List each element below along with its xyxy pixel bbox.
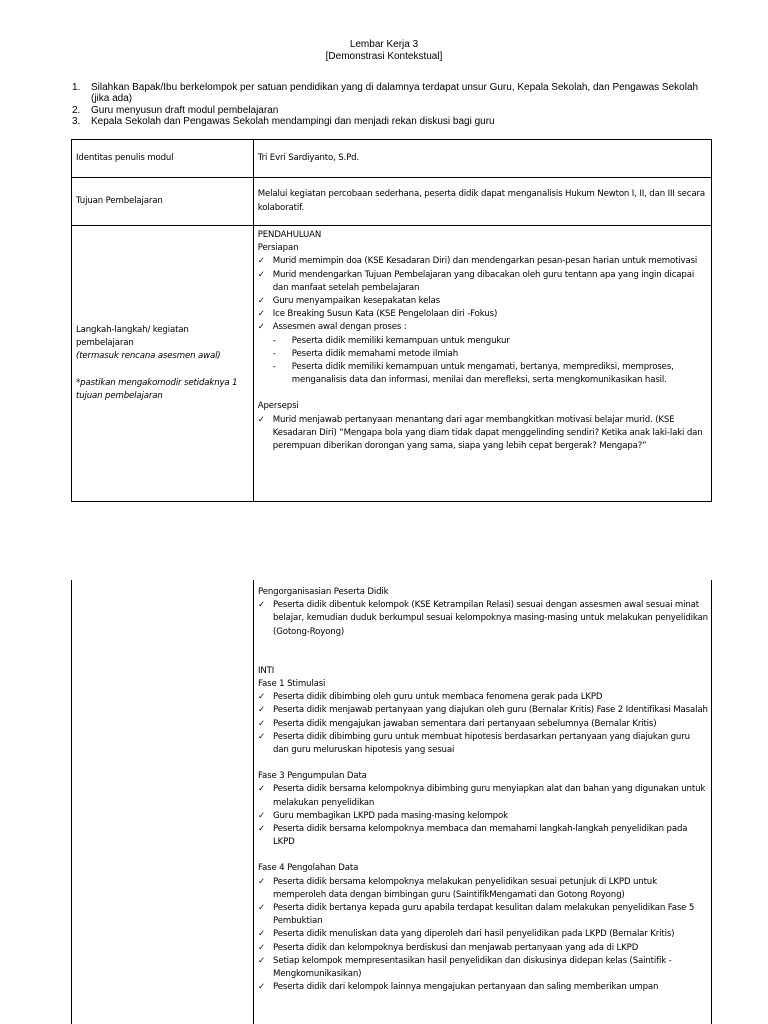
checkmark-icon: ✓ bbox=[258, 784, 266, 795]
table-row-identity bbox=[72, 140, 712, 178]
checkmark-icon: ✓ bbox=[258, 600, 266, 611]
instruction-text: Silahkan Bapak/Ibu berkelompok per satuan pendidikan yang di dalamnya terdapat unsur Guru, Kepala Sekolah, dan Pengawas Sekolah (jika ada) bbox=[91, 82, 699, 105]
checkmark-icon: ✓ bbox=[257, 256, 265, 267]
list-item: ✓ Peserta didik menuliskan data yang diperoleh dari hasil penyelidikan pada LKPD (Bernalar Kritis) bbox=[258, 928, 708, 941]
list-item: ✓ Peserta didik dan kelompoknya berdiskusi dan menjawab pertanyaan yang ada di LKPD bbox=[258, 942, 708, 955]
dash-item: - Peserta didik memiliki kemampuan untuk mengamati, bertanya, memprediksi, memproses, menganalisis data dan informasi, menilai dan merefleksi, serta mengkomunikasikan hasil. bbox=[272, 362, 674, 386]
checkmark-icon: ✓ bbox=[257, 309, 265, 320]
list-item: ✓ Ice Breaking Susun Kata (KSE Pengelolaan diri -Fokus) bbox=[258, 308, 707, 321]
subheading-fase-3: Fase 3 Pengumpulan Data bbox=[258, 771, 367, 782]
subheading-organization: Pengorganisasian Peserta Didik bbox=[258, 587, 389, 597]
list-item: ✓ Guru menyampaikan kesepakatan kelas bbox=[258, 295, 707, 308]
dash-item: - Peserta didik memahami metode ilmiah bbox=[258, 348, 707, 361]
steps-label bbox=[72, 321, 253, 406]
dash-bullet-icon: - bbox=[272, 362, 276, 373]
list-item: ✓ Peserta didik bersama kelompoknya melakukan penyelidikan sesuai petunjuk di LKPD untuk memperoleh data dengan bimbingan guru (SaintifikMengamati dan Gotong Royong) bbox=[258, 876, 657, 900]
checkmark-icon: ✓ bbox=[258, 731, 266, 742]
identity-label: Identitas penulis modul bbox=[76, 152, 174, 163]
instruction-list bbox=[72, 82, 712, 127]
list-item: ✓ Peserta didik dari kelompok lainnya mengajukan pertanyaan dan saling memberikan umpan bbox=[258, 981, 708, 994]
checkmark-icon: ✓ bbox=[258, 810, 266, 821]
checkmark-icon: ✓ bbox=[258, 929, 266, 940]
table-border-right bbox=[711, 580, 712, 1024]
list-item: ✓ Peserta didik bersama kelompoknya dibimbing guru menyiapkan alat dan bahan yang digunakan untuk melakukan penyelidikan bbox=[258, 784, 706, 808]
section-heading-pendahuluan: PENDAHULUAN bbox=[257, 230, 322, 240]
steps-continued-content bbox=[258, 586, 708, 994]
document-title: Lembar Kerja 3 bbox=[349, 39, 419, 50]
steps-label-cell bbox=[72, 226, 254, 502]
list-item: ✓ Peserta didik dibimbing guru untuk membuat hipotesis berdasarkan pertanyaan yang diajukan guru dan guru meluruskan hipotesis yang sesuai bbox=[258, 731, 690, 756]
list-item: ✓ Assesmen awal dengan proses : bbox=[258, 321, 707, 334]
list-item: ✓ Peserta didik mengajukan jawaban sementara dari pertanyaan sebelumnya (Bernalar Kritis) bbox=[258, 718, 708, 731]
checkmark-icon: ✓ bbox=[257, 322, 265, 333]
checkmark-icon: ✓ bbox=[258, 705, 266, 716]
page-two-table bbox=[71, 580, 712, 1024]
instruction-number: 3. bbox=[72, 115, 81, 127]
instruction-item bbox=[72, 105, 712, 116]
identity-value-cell bbox=[253, 140, 711, 178]
steps-content-cell bbox=[253, 226, 711, 502]
objective-value-cell bbox=[253, 178, 711, 226]
subheading-apersepsi: Apersepsi bbox=[257, 401, 299, 412]
instruction-item bbox=[72, 116, 712, 127]
instruction-text: Guru menyusun draft modul pembelajaran bbox=[91, 104, 279, 116]
steps-label-sub: (termasuk rencana asesmen awal) bbox=[76, 351, 221, 362]
steps-label-note: *pastikan mengakomodir setidaknya 1 tujuan pembelajaran bbox=[76, 377, 238, 401]
section-heading-inti: INTI bbox=[258, 665, 275, 676]
checkmark-icon: ✓ bbox=[257, 296, 265, 307]
steps-label-main: Langkah-langkah/ kegiatan pembelajaran bbox=[76, 324, 189, 349]
table-row-objective bbox=[72, 178, 712, 226]
checkmark-icon: ✓ bbox=[258, 718, 266, 729]
subheading-fase-4: Fase 4 Pengolahan Data bbox=[258, 863, 359, 874]
identity-label-cell bbox=[72, 140, 254, 178]
list-item: ✓ Guru membagikan LKPD pada masing-masing kelompok bbox=[258, 810, 708, 823]
checkmark-icon: ✓ bbox=[257, 414, 265, 425]
list-item: ✓ Peserta didik bersama kelompoknya membaca dan memahami langkah-langkah penyelidikan pada LKPD bbox=[258, 824, 688, 848]
checkmark-icon: ✓ bbox=[258, 692, 266, 703]
checkmark-icon: ✓ bbox=[258, 903, 266, 914]
instruction-text: Kepala Sekolah dan Pengawas Sekolah mendampingi dan menjadi rekan diskusi bagi guru bbox=[91, 115, 495, 127]
subheading-fase-1: Fase 1 Stimulasi bbox=[258, 679, 326, 690]
objective-value: Melalui kegiatan percobaan sederhana, peserta didik dapat menganalisis Hukum Newton I, II, dan III secara kolaboratif. bbox=[257, 189, 705, 213]
list-item: ✓ Peserta didik bertanya kepada guru apabila terdapat kesulitan dalam melakukan penyelidikan Fase 5 Pembuktian bbox=[258, 903, 695, 927]
table-border-left bbox=[71, 580, 72, 1024]
document-subtitle: [Demonstrasi Kontekstual] bbox=[325, 51, 443, 62]
checkmark-icon: ✓ bbox=[258, 982, 266, 993]
objective-label: Tujuan Pembelajaran bbox=[76, 195, 163, 206]
table-border-middle bbox=[253, 580, 254, 1024]
list-item: ✓ Peserta didik dibimbing oleh guru untuk membaca fenomena gerak pada LKPD bbox=[258, 691, 708, 704]
steps-content bbox=[254, 226, 711, 456]
checkmark-icon: ✓ bbox=[257, 269, 265, 280]
instruction-number: 2. bbox=[72, 104, 81, 116]
table-row-steps bbox=[72, 226, 712, 502]
list-item: ✓ Setiap kelompok mempresentasikan hasil penyelidikan dan diskusinya didepan kelas (Saintifik - Mengkomunikasikan) bbox=[258, 955, 672, 980]
objective-label-cell bbox=[72, 178, 254, 226]
dash-bullet-icon: - bbox=[272, 348, 276, 359]
list-item: ✓ Murid memimpin doa (KSE Kesadaran Diri) dan mendengarkan pesan-pesan harian untuk memotivasi bbox=[258, 255, 707, 268]
module-table bbox=[71, 139, 712, 502]
identity-value: Tri Evri Sardiyanto, S.Pd. bbox=[257, 152, 360, 163]
list-item: ✓ Murid menjawab pertanyaan menantang dari agar membangkitkan motivasi belajar murid. (KSE Kesadaran Diri) “Mengapa bola yang diam tidak dapat menggelinding sendiri? Ketika anak laki-laki dan perempuan diberikan dorongan yang sama, siapa yang lebih cepat bergerak? Mengapa?” bbox=[257, 414, 703, 452]
dash-bullet-icon: - bbox=[272, 335, 276, 346]
dash-item: - Peserta didik memiliki kemampuan untuk mengukur bbox=[258, 335, 707, 348]
checkmark-icon: ✓ bbox=[258, 942, 266, 953]
instruction-item bbox=[72, 82, 712, 105]
checkmark-icon: ✓ bbox=[258, 955, 266, 966]
subheading-persiapan: Persiapan bbox=[257, 243, 299, 254]
list-item: ✓ Peserta didik menjawab pertanyaan yang diajukan oleh guru (Bernalar Kritis) Fase 2 Identifikasi Masalah bbox=[258, 704, 708, 717]
instruction-number: 1. bbox=[72, 82, 81, 93]
checkmark-icon: ✓ bbox=[258, 876, 266, 887]
list-item: ✓ Murid mendengarkan Tujuan Pembelajaran yang dibacakan oleh guru tentann apa yang ingin dicapai dan manfaat setelah pembelajaran bbox=[257, 269, 695, 293]
list-item: ✓ Peserta didik dibentuk kelompok (KSE Ketrampilan Relasi) sesuai dengan assesmen awal sesuai minat belajar, kemudian duduk berkumpul sesuai kelompoknya masing-masing untuk melakukan penyelidikan (Gotong-Royong) bbox=[258, 600, 708, 637]
checkmark-icon: ✓ bbox=[258, 824, 266, 835]
